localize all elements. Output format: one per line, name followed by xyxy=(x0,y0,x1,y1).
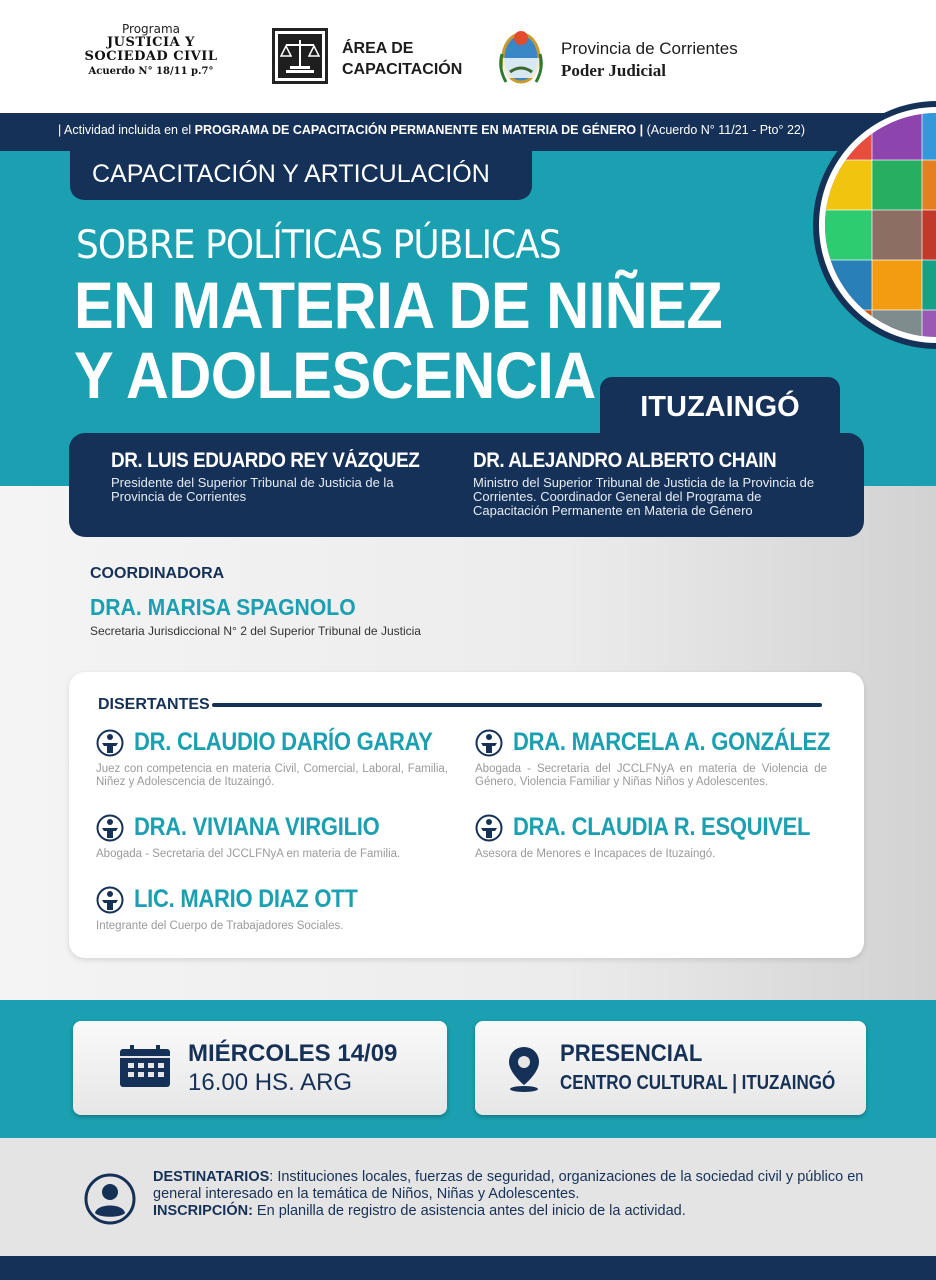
official-1 xyxy=(111,449,420,504)
speaker-role: Integrante del Cuerpo de Trabajadores Sociales. xyxy=(96,920,344,932)
speaker-podium-icon xyxy=(96,814,124,842)
insc-text: En planilla de registro de asistencia antes del inicio de la actividad. xyxy=(252,1203,686,1219)
official-name: DR. LUIS EDUARDO REY VÁZQUEZ xyxy=(111,449,420,472)
dest-label: DESTINATARIOS xyxy=(153,1169,270,1185)
speaker-item xyxy=(96,728,448,788)
speaker-podium-icon xyxy=(96,729,124,757)
program-label: Programa xyxy=(122,22,180,36)
program-name-line1: JUSTICIA Y xyxy=(107,35,195,50)
speaker-podium-icon xyxy=(475,814,503,842)
speaker-role: Abogada - Secretaria del JCCLFNyA en materia de Familia. xyxy=(96,848,401,860)
dest-text: : Instituciones locales, fuerzas de seguridad, organizaciones de la sociedad civil y público en general interesado en la temática de Niños, Niñas y Adolescentes. xyxy=(153,1169,864,1202)
province-name: Provincia de Corrientes xyxy=(561,39,738,58)
speaker-podium-icon xyxy=(475,729,503,757)
speaker-item xyxy=(475,813,827,861)
speaker-item xyxy=(96,885,448,933)
divider xyxy=(212,703,822,707)
official-2 xyxy=(473,449,833,518)
title-line3: Y ADOLESCENCIA xyxy=(74,338,596,412)
speaker-item xyxy=(475,728,831,788)
program-logo xyxy=(80,22,222,77)
program-band xyxy=(0,113,936,151)
puzzle-globe-icon xyxy=(812,100,936,350)
area-line1: ÁREA DE xyxy=(342,40,414,57)
speaker-item xyxy=(96,813,448,861)
city-badge: ITUZAINGÓ xyxy=(600,377,840,437)
band-prefix: | Actividad incluida en el xyxy=(58,123,195,137)
subtitle-pill: CAPACITACIÓN Y ARTICULACIÓN xyxy=(70,148,532,200)
province-label xyxy=(561,39,738,81)
coordinator-label: COORDINADORA xyxy=(90,565,225,582)
speaker-name: LIC. MARIO DIAZ OTT xyxy=(134,885,358,913)
event-mode: PRESENCIAL xyxy=(560,1040,703,1067)
title-line2: EN MATERIA DE NIÑEZ xyxy=(74,268,723,342)
officials-box xyxy=(69,433,864,537)
footer-bar xyxy=(0,1256,936,1280)
speaker-podium-icon xyxy=(96,886,124,914)
insc-label: INSCRIPCIÓN: xyxy=(153,1203,253,1219)
area-logo-text xyxy=(342,38,462,80)
location-pin-icon xyxy=(506,1045,542,1093)
official-name: DR. ALEJANDRO ALBERTO CHAIN xyxy=(473,449,777,472)
program-name-line2: SOCIEDAD CIVIL xyxy=(84,49,218,64)
speaker-role: Asesora de Menores e Incapaces de Ituzaingó. xyxy=(475,848,716,860)
event-date: MIÉRCOLES 14/09 xyxy=(188,1040,398,1067)
header xyxy=(0,0,936,113)
speakers-label: DISERTANTES xyxy=(98,696,210,713)
official-role: Presidente del Superior Tribunal de Justicia de la Provincia de Corrientes xyxy=(111,475,394,504)
band-suffix: (Acuerdo N° 11/21 - Pto° 22) xyxy=(643,123,806,137)
speaker-name: DRA. CLAUDIA R. ESQUIVEL xyxy=(513,813,811,841)
speaker-name: DRA. MARCELA A. GONZÁLEZ xyxy=(513,728,831,756)
official-role: Ministro del Superior Tribunal de Justicia de la Provincia de Corrientes. Coordinador General del Programa de Capacitación Permanente en Materia de Género xyxy=(473,475,815,518)
judicial-power: Poder Judicial xyxy=(561,61,666,80)
coordinator-role: Secretaria Jurisdiccional N° 2 del Superior Tribunal de Justicia xyxy=(90,624,421,638)
speaker-role: Juez con competencia en materia Civil, Comercial, Laboral, Familia, Niñez y Adolescencia de Ituzaingó. xyxy=(96,763,448,788)
balance-scale-icon xyxy=(272,28,328,84)
speaker-role: Abogada - Secretaria del JCCLFNyA en materia de Violencia de Género, Violencia Familiar y Niñas Niños y Adolescentes. xyxy=(475,763,827,788)
area-line2: CAPACITACIÓN xyxy=(342,61,463,78)
band-program: PROGRAMA DE CAPACITACIÓN PERMANENTE EN MATERIA DE GÉNERO | xyxy=(194,123,644,137)
user-icon xyxy=(84,1173,136,1225)
speaker-name: DR. CLAUDIO DARÍO GARAY xyxy=(134,728,433,756)
event-place: CENTRO CULTURAL | ITUZAINGÓ xyxy=(560,1072,836,1094)
speaker-name: DRA. VIVIANA VIRGILIO xyxy=(134,813,380,841)
calendar-icon xyxy=(118,1045,172,1089)
audience-text xyxy=(153,1169,883,1220)
coordinator-name: DRA. MARISA SPAGNOLO xyxy=(90,594,356,620)
program-agreement: Acuerdo N° 18/11 p.7° xyxy=(88,66,214,77)
title-line1: SOBRE POLÍTICAS PÚBLICAS xyxy=(76,223,561,268)
event-time: 16.00 HS. ARG xyxy=(188,1069,353,1096)
provincial-crest-icon xyxy=(498,24,544,88)
